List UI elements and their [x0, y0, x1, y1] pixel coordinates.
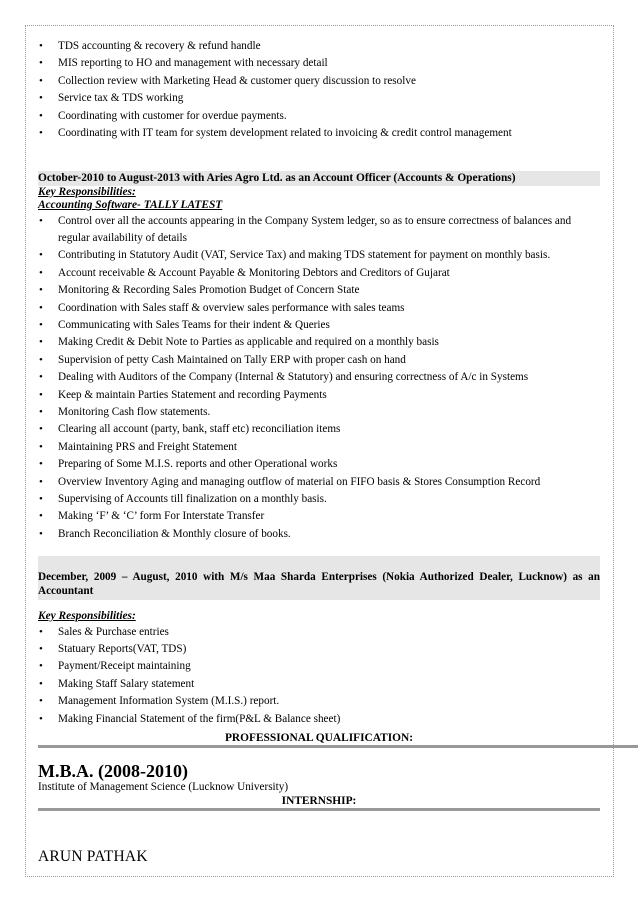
sharda-key-responsibilities: Key Responsibilities:	[38, 610, 136, 622]
list-item: • Branch Reconciliation & Monthly closure of books.	[38, 526, 600, 543]
list-item: • TDS accounting & recovery & refund handle	[38, 38, 600, 55]
aries-key-responsibilities: Key Responsibilities:	[38, 185, 136, 198]
list-item: • Preparing of Some M.I.S. reports and other Operational works	[38, 456, 600, 473]
list-item: • Statuary Reports(VAT, TDS)	[38, 641, 600, 658]
aries-bullet-list	[38, 213, 600, 544]
sharda-shade-spacer	[38, 556, 600, 570]
qualification-divider	[38, 745, 638, 748]
list-item: • Clearing all account (party, bank, staff etc) reconciliation items	[38, 421, 600, 438]
list-item: • Keep & maintain Parties Statement and recording Payments	[38, 387, 600, 404]
list-item: • Control over all the accounts appearing in the Company System ledger, so as to ensure correctness of balances and regular availability of details	[38, 213, 600, 248]
list-item: • Management Information System (M.I.S.) report.	[38, 693, 600, 710]
list-item: • Contributing in Statutory Audit (VAT, Service Tax) and making TDS statement for payment on monthly basis.	[38, 247, 600, 264]
list-item: • Monitoring & Recording Sales Promotion Budget of Concern State	[38, 282, 600, 299]
institute-name: Institute of Management Science (Lucknow University)	[38, 781, 289, 793]
list-item: • Supervision of petty Cash Maintained on Tally ERP with proper cash on hand	[38, 352, 600, 369]
list-item: • Service tax & TDS working	[38, 90, 600, 107]
top-bullet-list	[38, 38, 600, 142]
list-item: • Making Financial Statement of the firm(P&L & Balance sheet)	[38, 711, 600, 728]
list-item: • Overview Inventory Aging and managing outflow of material on FIFO basis & Stores Consumption Record	[38, 474, 600, 491]
candidate-name: ARUN PATHAK	[38, 848, 148, 865]
list-item: • Coordination with Sales staff & overview sales performance with sales teams	[38, 300, 600, 317]
sharda-bullet-list	[38, 624, 600, 728]
top-responsibilities	[38, 38, 600, 142]
aries-title: October-2010 to August-2013 with Aries Agro Ltd. as an Account Officer (Accounts & Operations)	[38, 171, 600, 186]
internship-divider	[38, 808, 600, 811]
sharda-section	[38, 556, 600, 728]
list-item: • Sales & Purchase entries	[38, 624, 600, 641]
list-item: • Payment/Receipt maintaining	[38, 658, 600, 675]
list-item: • Monitoring Cash flow statements.	[38, 404, 600, 421]
list-item: • MIS reporting to HO and management with necessary detail	[38, 55, 600, 72]
qualification-heading: PROFESSIONAL QUALIFICATION:	[224, 732, 414, 744]
list-item: • Communicating with Sales Teams for their indent & Queries	[38, 317, 600, 334]
list-item: • Coordinating with customer for overdue payments.	[38, 108, 600, 125]
list-item: • Dealing with Auditors of the Company (Internal & Statutory) and ensuring correctness of A/c in Systems	[38, 369, 600, 386]
list-item: • Making Staff Salary statement	[38, 676, 600, 693]
list-item: • Making ‘F’ & ‘C’ form For Interstate Transfer	[38, 508, 600, 525]
list-item: • Coordinating with IT team for system development related to invoicing & credit control management	[38, 125, 600, 142]
list-item: • Collection review with Marketing Head & customer query discussion to resolve	[38, 73, 600, 90]
list-item: • Account receivable & Account Payable & Monitoring Debtors and Creditors of Gujarat	[38, 265, 600, 282]
aries-software: Accounting Software- TALLY LATEST	[38, 199, 223, 211]
sharda-title: December, 2009 – August, 2010 with M/s Maa Sharda Enterprises (Nokia Authorized Dealer, Lucknow) as an Accountant	[38, 570, 600, 600]
degree-title: M.B.A. (2008-2010)	[38, 761, 188, 781]
list-item: • Maintaining PRS and Freight Statement	[38, 439, 600, 456]
aries-section	[38, 171, 600, 543]
list-item: • Supervising of Accounts till finalization on a monthly basis.	[38, 491, 600, 508]
internship-heading: INTERNSHIP:	[281, 795, 357, 807]
list-item: • Making Credit & Debit Note to Parties as applicable and required on a monthly basis	[38, 334, 600, 351]
